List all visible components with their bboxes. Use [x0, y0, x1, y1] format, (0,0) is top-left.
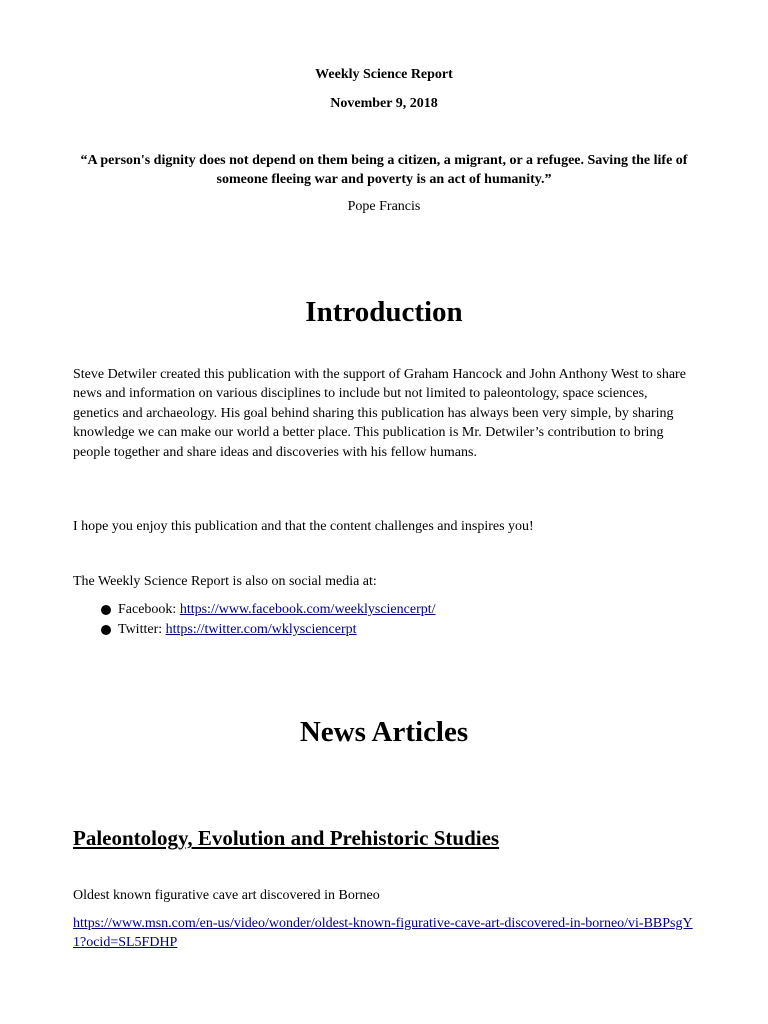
facebook-label: Facebook: — [118, 602, 180, 617]
list-item — [101, 620, 436, 640]
section-heading-paleontology: Paleontology, Evolution and Prehistoric Studies — [73, 826, 500, 850]
quote-text: “A person's dignity does not depend on them being a citizen, a migrant, or a refugee. Saving the life of someone fleeing war and poverty is an act of humanity.” — [80, 153, 688, 187]
article-link[interactable]: https://www.msn.com/en-us/video/wonder/oldest-known-figurative-cave-art-discovered-in-borneo/vi-BBPsgY1?ocid=SL5FDHP — [73, 916, 693, 951]
article-title: Oldest known figurative cave art discovered in Borneo — [73, 888, 380, 903]
article-link-wrapper — [73, 914, 693, 953]
twitter-label: Twitter: — [118, 622, 166, 637]
social-media-intro: The Weekly Science Report is also on social media at: — [73, 574, 377, 589]
bullet-icon — [101, 625, 111, 635]
quote-author: Pope Francis — [347, 199, 421, 214]
facebook-link[interactable]: https://www.facebook.com/weeklysciencerpt/ — [179, 602, 436, 617]
introduction-body: Steve Detwiler created this publication with the support of Graham Hancock and John Anthony West to share news and information on various disciplines to include but not limited to paleontology, space sciences, genetics and archaeology. His goal behind sharing this publication has always been very simple, by sharing knowledge we can make our world a better place. This publication is Mr. Detwiler’s contribution to bring people together and share ideas and discoveries with his fellow humans. — [73, 367, 686, 460]
bullet-icon — [101, 605, 111, 615]
introduction-heading: Introduction — [305, 296, 463, 328]
social-media-list — [101, 600, 436, 640]
list-item — [101, 600, 436, 620]
report-title: Weekly Science Report — [315, 67, 453, 82]
news-articles-heading: News Articles — [299, 716, 469, 748]
introduction-closing: I hope you enjoy this publication and that the content challenges and inspires you! — [73, 519, 534, 534]
report-date: November 9, 2018 — [330, 96, 438, 111]
twitter-link[interactable]: https://twitter.com/wklysciencerpt — [165, 622, 357, 637]
